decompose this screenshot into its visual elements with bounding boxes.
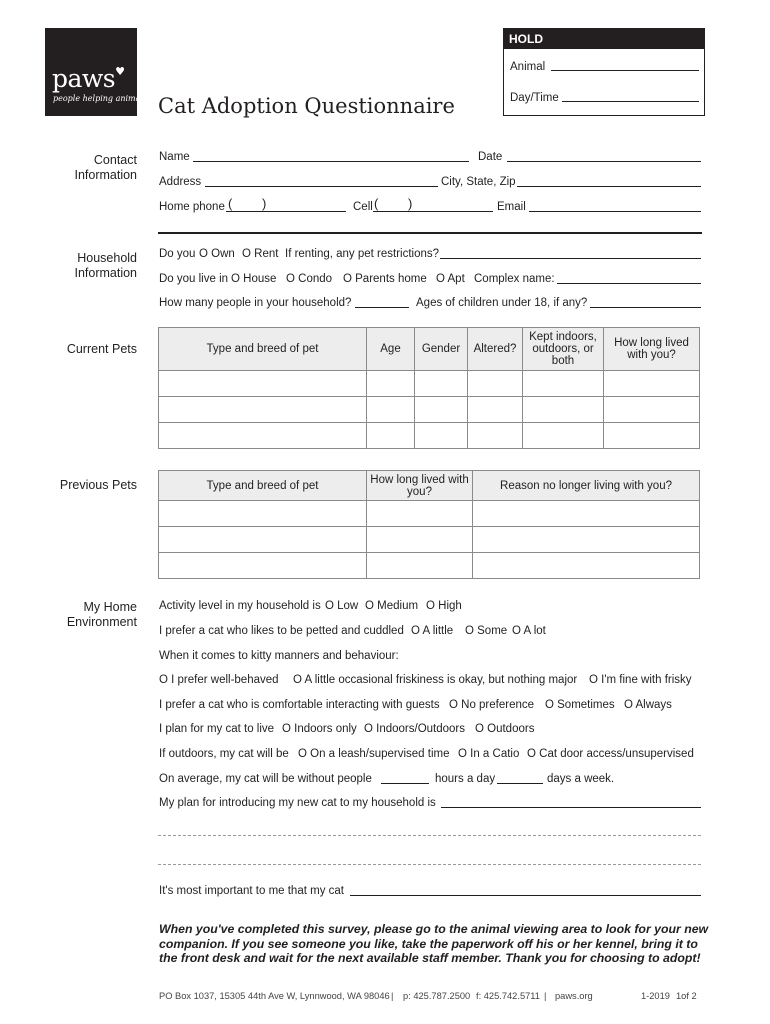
logo-tagline: people helping animals: [53, 94, 148, 103]
apt-option[interactable]: O Apt: [436, 273, 465, 285]
logo-word: paws: [52, 64, 116, 93]
manners-label: When it comes to kitty manners and behaviour:: [159, 650, 399, 662]
hold-animal-label: Animal: [510, 61, 546, 73]
if-outdoors-label: If outdoors, my cat will be: [159, 748, 289, 760]
contact-section-label: Contact Information: [74, 153, 137, 182]
parents-home-option[interactable]: O Parents home: [343, 273, 427, 285]
table-cell[interactable]: [367, 527, 473, 553]
introduce-field-line-2[interactable]: [158, 835, 701, 836]
header-prev-reason: Reason no longer living with you?: [473, 471, 700, 501]
header-altered: Altered?: [468, 328, 523, 371]
complex-field[interactable]: [557, 283, 701, 284]
indoors-only-option[interactable]: O Indoors only: [282, 723, 357, 735]
hold-daytime-field[interactable]: [562, 101, 699, 102]
table-cell[interactable]: [604, 423, 700, 449]
footer-separator: |: [544, 991, 547, 1001]
people-count-label: How many people in your household?: [159, 297, 352, 309]
address-label: Address: [159, 176, 202, 188]
leash-option[interactable]: O On a leash/supervised time: [298, 748, 450, 760]
table-cell[interactable]: [159, 371, 367, 397]
table-cell[interactable]: [159, 397, 367, 423]
table-cell[interactable]: [159, 501, 367, 527]
current-pets-section-label: Current Pets: [66, 342, 137, 356]
hours-field[interactable]: [381, 783, 429, 784]
section-divider: [158, 232, 702, 234]
footer-version: 1-2019: [641, 991, 670, 1001]
table-cell[interactable]: [473, 553, 700, 579]
rent-option[interactable]: O Rent: [242, 248, 279, 260]
city-label: City, State, Zip: [441, 176, 516, 188]
date-field[interactable]: [507, 161, 701, 162]
own-option[interactable]: O Own: [199, 248, 235, 260]
home-phone-paren-close: ): [262, 196, 267, 211]
table-row: [159, 397, 700, 423]
household-section-label: Household Information: [74, 251, 137, 280]
hold-header: HOLD: [504, 29, 704, 49]
header-gender: Gender: [415, 328, 468, 371]
house-option[interactable]: O House: [231, 273, 277, 285]
home-section-label: My Home Environment: [66, 600, 137, 629]
footer-page-number: 1of 2: [676, 991, 697, 1001]
footer-address: PO Box 1037, 15305 44th Ave W, Lynnwood, WA 98046: [159, 991, 390, 1001]
cell-paren-close: ): [408, 196, 413, 211]
table-cell[interactable]: [159, 553, 367, 579]
previous-pets-table: [158, 470, 700, 579]
header-how-long: How long lived with you?: [604, 328, 700, 371]
guests-sometimes-option[interactable]: O Sometimes: [545, 699, 615, 711]
complex-label: Complex name:: [474, 273, 555, 285]
children-ages-label: Ages of children under 18, if any?: [416, 297, 588, 309]
footer-website: paws.org: [555, 991, 593, 1001]
footer-fax: f: 425.742.5711: [476, 991, 540, 1001]
activity-high-option[interactable]: O High: [426, 600, 462, 612]
without-people-label: On average, my cat will be without people: [159, 773, 372, 785]
important-field[interactable]: [350, 895, 701, 896]
table-cell[interactable]: [523, 423, 604, 449]
header-type-breed: Type and breed of pet: [159, 328, 367, 371]
date-label: Date: [478, 151, 503, 163]
guests-label: I prefer a cat who is comfortable interacting with guests: [159, 699, 440, 711]
table-cell[interactable]: [523, 397, 604, 423]
cat-door-option[interactable]: O Cat door access/unsupervised: [527, 748, 694, 760]
table-cell[interactable]: [367, 397, 415, 423]
introduce-field[interactable]: [441, 807, 701, 808]
activity-label: Activity level in my household is: [159, 600, 321, 612]
cell-label: Cell: [353, 201, 373, 213]
table-cell[interactable]: [523, 371, 604, 397]
table-cell[interactable]: [604, 371, 700, 397]
guests-always-option[interactable]: O Always: [624, 699, 672, 711]
do-you-label: Do you: [159, 248, 196, 260]
table-cell[interactable]: [159, 527, 367, 553]
table-cell[interactable]: [468, 397, 523, 423]
header-prev-type-breed: Type and breed of pet: [159, 471, 367, 501]
table-cell[interactable]: [468, 371, 523, 397]
petted-label: I prefer a cat who likes to be petted and cuddled: [159, 625, 404, 637]
table-cell[interactable]: [367, 371, 415, 397]
table-cell[interactable]: [415, 371, 468, 397]
name-label: Name: [159, 151, 190, 163]
table-cell[interactable]: [367, 501, 473, 527]
footer-phone: p: 425.787.2500: [403, 991, 471, 1001]
table-row: [159, 501, 700, 527]
hours-label: hours a day: [435, 773, 496, 785]
people-count-field[interactable]: [355, 307, 409, 308]
restrictions-field[interactable]: [440, 258, 701, 259]
hold-box: [503, 28, 705, 116]
important-label: It's most important to me that my cat: [159, 885, 344, 897]
table-cell[interactable]: [604, 397, 700, 423]
cell-field[interactable]: [373, 211, 493, 212]
email-field[interactable]: [529, 211, 701, 212]
email-label: Email: [497, 201, 526, 213]
indoors-outdoors-option[interactable]: O Indoors/Outdoors: [364, 723, 465, 735]
table-row: [159, 371, 700, 397]
home-phone-field[interactable]: [226, 211, 346, 212]
table-cell[interactable]: [468, 423, 523, 449]
table-cell[interactable]: [415, 397, 468, 423]
petted-some-option[interactable]: O Some: [465, 625, 508, 637]
activity-low-option[interactable]: O Low: [325, 600, 359, 612]
days-field[interactable]: [497, 783, 543, 784]
petted-little-option[interactable]: O A little: [411, 625, 454, 637]
petted-alot-option[interactable]: O A lot: [512, 625, 546, 637]
table-cell[interactable]: [367, 553, 473, 579]
table-cell[interactable]: [415, 423, 468, 449]
address-field[interactable]: [205, 186, 438, 187]
restrictions-label: If renting, any pet restrictions?: [285, 248, 440, 260]
table-row: [159, 423, 700, 449]
days-label: days a week.: [547, 773, 615, 785]
paws-logo: [45, 28, 148, 116]
catio-option[interactable]: O In a Catio: [458, 748, 520, 760]
hold-animal-field[interactable]: [551, 70, 699, 71]
guests-no-preference-option[interactable]: O No preference: [449, 699, 535, 711]
introduce-field-line-3[interactable]: [158, 864, 701, 865]
home-phone-label: Home phone: [159, 201, 225, 213]
live-in-label: Do you live in: [159, 273, 229, 285]
previous-pets-section-label: Previous Pets: [59, 478, 137, 492]
table-cell[interactable]: [473, 527, 700, 553]
home-phone-paren-open: (: [228, 196, 233, 211]
footer-separator: |: [391, 991, 394, 1001]
introduce-label: My plan for introducing my new cat to my household is: [159, 797, 436, 809]
activity-medium-option[interactable]: O Medium: [365, 600, 419, 612]
well-behaved-option[interactable]: O I prefer well-behaved: [159, 674, 279, 686]
header-kept: Kept indoors, outdoors, or both: [523, 328, 604, 371]
table-cell[interactable]: [473, 501, 700, 527]
outdoors-option[interactable]: O Outdoors: [475, 723, 535, 735]
hold-daytime-label: Day/Time: [510, 92, 559, 104]
page-title: Cat Adoption Questionnaire: [158, 94, 455, 118]
header-prev-how-long: How long lived with you?: [367, 471, 473, 501]
header-age: Age: [367, 328, 415, 371]
table-cell[interactable]: [159, 423, 367, 449]
closing-instructions: When you've completed this survey, please go to the animal viewing area to look for your new companion. If you see someone you like, take the paperwork off his or her kennel, bring it to the front desk and wait for the next available staff member. Thank you for choosing to adopt!: [159, 922, 709, 965]
condo-option[interactable]: O Condo: [286, 273, 333, 285]
table-cell[interactable]: [367, 423, 415, 449]
table-row: [159, 527, 700, 553]
heart-icon: ♥: [115, 65, 125, 78]
frisky-option[interactable]: O I'm fine with frisky: [589, 674, 692, 686]
live-plan-label: I plan for my cat to live: [159, 723, 275, 735]
cell-paren-open: (: [374, 196, 379, 211]
table-row: [159, 553, 700, 579]
name-field[interactable]: [193, 161, 469, 162]
children-ages-field[interactable]: [590, 307, 701, 308]
friskiness-option[interactable]: O A little occasional friskiness is okay, but nothing major: [293, 674, 578, 686]
city-field[interactable]: [517, 186, 701, 187]
current-pets-table: [158, 327, 700, 449]
